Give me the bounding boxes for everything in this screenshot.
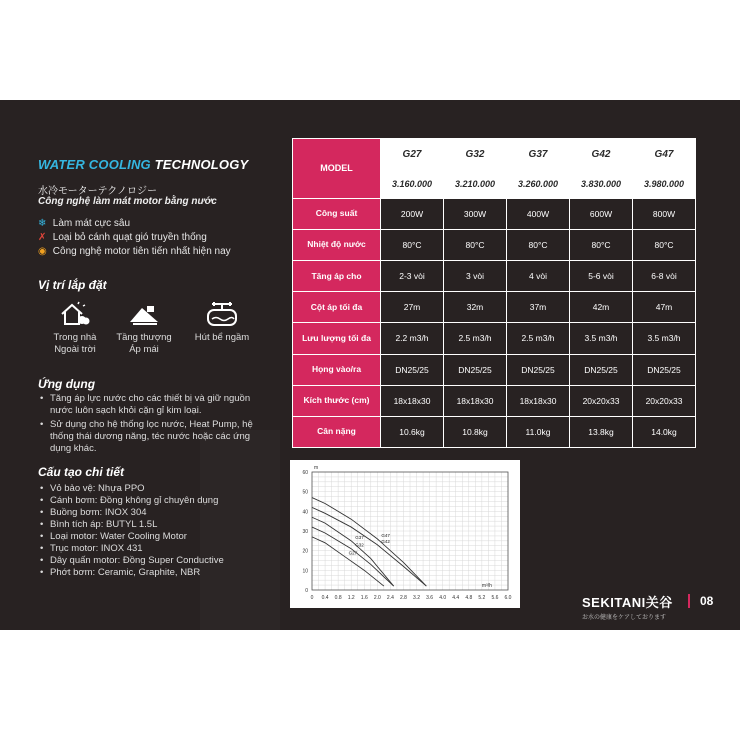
x-tick-label: 1.6 bbox=[360, 595, 368, 601]
brochure-page bbox=[0, 100, 740, 630]
location-item bbox=[182, 300, 262, 344]
x-tick-label: 2.4 bbox=[386, 595, 394, 601]
structure-text: Dây quấn motor: Đồng Super Conductive bbox=[50, 555, 224, 566]
spec-value: 42m bbox=[570, 292, 633, 323]
brand-name: SEKITANI bbox=[582, 595, 646, 610]
structure-heading: Cấu tạo chi tiết bbox=[38, 465, 125, 479]
spec-value: 2.5 m3/h bbox=[507, 323, 570, 354]
structure-text: Bình tích áp: BUTYL 1.5L bbox=[50, 519, 158, 530]
spec-label: Họng vào/ra bbox=[293, 354, 381, 385]
model-name: G27 bbox=[381, 139, 444, 170]
curve-label: G37 bbox=[355, 534, 364, 540]
x-tick-label: 5.6 bbox=[491, 595, 499, 601]
application-text: Tăng áp lực nước cho các thiết bị và giữ nguồn nước luôn sạch khỏi cặn gỉ kim loại. bbox=[50, 393, 251, 416]
x-axis-label: m³/h bbox=[481, 583, 492, 589]
spec-value: 20x20x33 bbox=[633, 385, 696, 416]
curve-label: G47 bbox=[381, 532, 390, 538]
house-weather-icon bbox=[58, 300, 92, 328]
japanese-subtitle: 水冷モーターテクノロジー bbox=[38, 186, 157, 197]
spec-value: 3 vòi bbox=[444, 261, 507, 292]
spec-value: 20x20x33 bbox=[570, 385, 633, 416]
spec-value: 14.0kg bbox=[633, 416, 696, 447]
target-icon: ◉ bbox=[38, 246, 47, 257]
curve-label: G32 bbox=[355, 542, 364, 548]
performance-chart bbox=[290, 460, 520, 608]
feature-item bbox=[38, 246, 231, 257]
y-tick-label: 10 bbox=[302, 568, 308, 575]
model-price: 3.830.000 bbox=[570, 170, 633, 199]
spec-value: 47m bbox=[633, 292, 696, 323]
spec-value: 80°C bbox=[507, 229, 570, 260]
x-tick-label: 0.4 bbox=[321, 595, 329, 601]
rooftop-icon bbox=[127, 300, 161, 328]
structure-text: Phớt bơm: Ceramic, Graphite, NBR bbox=[50, 567, 201, 578]
spec-label: Công suất bbox=[293, 198, 381, 229]
y-tick-label: 20 bbox=[302, 548, 308, 555]
location-heading: Vị trí lắp đặt bbox=[38, 278, 107, 292]
spec-value: DN25/25 bbox=[570, 354, 633, 385]
spec-label: Cột áp tối đa bbox=[293, 292, 381, 323]
x-tick-label: 4.0 bbox=[439, 595, 447, 601]
spec-label: Cân nặng bbox=[293, 416, 381, 447]
spec-value: 27m bbox=[381, 292, 444, 323]
spec-label: Tăng áp cho bbox=[293, 261, 381, 292]
spec-row bbox=[293, 229, 696, 260]
spec-value: 80°C bbox=[381, 229, 444, 260]
spec-row bbox=[293, 385, 696, 416]
application-text: Sử dụng cho hệ thống lọc nước, Heat Pump, hệ thống thái dương năng, téc nước hoặc các ứng dụng khác. bbox=[50, 419, 253, 454]
feature-text: Công nghệ motor tiên tiến nhất hiện nay bbox=[52, 246, 231, 257]
feature-text: Làm mát cực sâu bbox=[52, 218, 131, 229]
spec-value: 800W bbox=[633, 198, 696, 229]
spec-value: DN25/25 bbox=[507, 354, 570, 385]
structure-item: • Cánh bơm: Đồng không gỉ chuyên dụng bbox=[38, 495, 258, 507]
location-item bbox=[104, 300, 184, 356]
spec-value: 600W bbox=[570, 198, 633, 229]
feature-item bbox=[38, 232, 207, 243]
title-rest: TECHNOLOGY bbox=[150, 157, 249, 172]
spec-row bbox=[293, 416, 696, 447]
model-price: 3.210.000 bbox=[444, 170, 507, 199]
structure-text: Vỏ bảo vệ: Nhựa PPO bbox=[50, 483, 145, 494]
title-accent: WATER COOLING bbox=[38, 157, 151, 172]
x-tick-label: 1.2 bbox=[347, 595, 355, 601]
location-line1: Tầng thượng bbox=[116, 332, 172, 343]
structure-text: Trục motor: INOX 431 bbox=[50, 543, 143, 554]
spec-row bbox=[293, 261, 696, 292]
spec-value: 37m bbox=[507, 292, 570, 323]
brand-name-jp: 关谷 bbox=[645, 595, 673, 610]
spec-value: 11.0kg bbox=[507, 416, 570, 447]
spec-value: DN25/25 bbox=[633, 354, 696, 385]
application-item: • Sử dụng cho hệ thống lọc nước, Heat Pump, hệ thống thái dương năng, téc nước hoặc các ứng dụng khác. bbox=[38, 419, 258, 455]
tank-icon bbox=[204, 300, 240, 328]
y-tick-label: 40 bbox=[302, 509, 308, 516]
y-axis-label: m bbox=[314, 465, 319, 471]
y-tick-label: 30 bbox=[302, 529, 308, 535]
x-tick-label: 2.8 bbox=[399, 595, 407, 601]
subtitle: Công nghệ làm mát motor bằng nước bbox=[38, 196, 217, 207]
section-title bbox=[38, 157, 248, 172]
spec-value: 80°C bbox=[444, 229, 507, 260]
model-name: G47 bbox=[633, 139, 696, 170]
x-tick-label: 5.2 bbox=[478, 595, 486, 601]
spec-label: Nhiệt độ nước bbox=[293, 229, 381, 260]
brand-logo bbox=[582, 592, 673, 621]
spec-value: 18x18x30 bbox=[381, 385, 444, 416]
model-label: MODEL bbox=[293, 139, 381, 199]
spec-value: 18x18x30 bbox=[444, 385, 507, 416]
model-name: G37 bbox=[507, 139, 570, 170]
x-tick-label: 0 bbox=[310, 595, 314, 601]
spec-value: 5-6 vòi bbox=[570, 261, 633, 292]
snowflake-icon: ❄ bbox=[38, 218, 47, 229]
performance-chart-svg bbox=[290, 460, 520, 608]
y-tick-label: 0 bbox=[305, 588, 308, 594]
application-item: • Tăng áp lực nước cho các thiết bị và giữ nguồn nước luôn sạch khỏi cặn gỉ kim loại. bbox=[38, 393, 258, 417]
spec-row bbox=[293, 354, 696, 385]
x-tick-label: 4.4 bbox=[452, 595, 460, 601]
location-item bbox=[35, 300, 115, 356]
spec-value: 4 vòi bbox=[507, 261, 570, 292]
spec-value: 3.5 m3/h bbox=[633, 323, 696, 354]
location-line1: Hút bể ngầm bbox=[194, 332, 250, 343]
spec-row bbox=[293, 198, 696, 229]
page-number: 08 bbox=[700, 594, 714, 608]
structure-item: • Buồng bơm: INOX 304 bbox=[38, 507, 258, 519]
x-tick-label: 3.6 bbox=[426, 595, 434, 601]
structure-text: Buồng bơm: INOX 304 bbox=[50, 507, 147, 518]
model-name: G32 bbox=[444, 139, 507, 170]
spec-value: 13.8kg bbox=[570, 416, 633, 447]
spec-value: 80°C bbox=[570, 229, 633, 260]
curve-label: G27 bbox=[348, 550, 358, 556]
location-line2: Ngoài trời bbox=[54, 344, 96, 355]
spec-value: 6-8 vòi bbox=[633, 261, 696, 292]
model-price: 3.160.000 bbox=[381, 170, 444, 199]
spec-value: 200W bbox=[381, 198, 444, 229]
spec-value: 10.6kg bbox=[381, 416, 444, 447]
spec-table bbox=[292, 138, 696, 448]
spec-row bbox=[293, 292, 696, 323]
location-line2: Áp mái bbox=[129, 344, 159, 355]
curve-g47 bbox=[312, 498, 426, 587]
location-line1: Trong nhà bbox=[53, 332, 97, 343]
structure-item: • Loại motor: Water Cooling Motor bbox=[38, 531, 258, 543]
structure-item: • Trục motor: INOX 431 bbox=[38, 543, 258, 555]
model-name: G42 bbox=[570, 139, 633, 170]
structure-item: • Phớt bơm: Ceramic, Graphite, NBR bbox=[38, 567, 258, 579]
y-tick-label: 60 bbox=[302, 470, 308, 476]
spec-value: 2.5 m3/h bbox=[444, 323, 507, 354]
application-heading: Ứng dụng bbox=[38, 377, 96, 391]
structure-text: Cánh bơm: Đồng không gỉ chuyên dụng bbox=[50, 495, 219, 506]
x-tick-label: 2.0 bbox=[373, 595, 381, 601]
spec-value: DN25/25 bbox=[444, 354, 507, 385]
x-tick-label: 3.2 bbox=[413, 595, 421, 601]
model-price: 3.260.000 bbox=[507, 170, 570, 199]
spec-row bbox=[293, 323, 696, 354]
spec-value: 10.8kg bbox=[444, 416, 507, 447]
page-separator bbox=[688, 594, 690, 608]
spec-value: 300W bbox=[444, 198, 507, 229]
y-tick-label: 50 bbox=[302, 489, 308, 496]
spec-value: 2-3 vòi bbox=[381, 261, 444, 292]
x-tick-label: 6.0 bbox=[504, 595, 512, 601]
curve-label: G42 bbox=[381, 538, 390, 544]
structure-item: • Bình tích áp: BUTYL 1.5L bbox=[38, 519, 258, 531]
x-tick-label: 4.8 bbox=[465, 595, 473, 601]
spec-label: Kích thước (cm) bbox=[293, 385, 381, 416]
model-row bbox=[293, 139, 696, 170]
spec-value: 2.2 m3/h bbox=[381, 323, 444, 354]
feature-item bbox=[38, 218, 130, 229]
model-price: 3.980.000 bbox=[633, 170, 696, 199]
structure-text: Loại motor: Water Cooling Motor bbox=[50, 531, 187, 542]
spec-label: Lưu lượng tối đa bbox=[293, 323, 381, 354]
brand-tagline: お水の健康をケアしております bbox=[582, 614, 667, 621]
spec-value: 3.5 m3/h bbox=[570, 323, 633, 354]
cross-icon: ✗ bbox=[38, 232, 47, 243]
feature-text: Loại bỏ cánh quạt gió truyền thống bbox=[52, 232, 207, 243]
x-tick-label: 0.8 bbox=[334, 595, 342, 601]
spec-value: 18x18x30 bbox=[507, 385, 570, 416]
spec-value: 80°C bbox=[633, 229, 696, 260]
structure-item: • Vỏ bảo vệ: Nhựa PPO bbox=[38, 483, 258, 495]
spec-value: 32m bbox=[444, 292, 507, 323]
spec-value: DN25/25 bbox=[381, 354, 444, 385]
structure-item: • Dây quấn motor: Đồng Super Conductive bbox=[38, 555, 258, 567]
spec-value: 400W bbox=[507, 198, 570, 229]
